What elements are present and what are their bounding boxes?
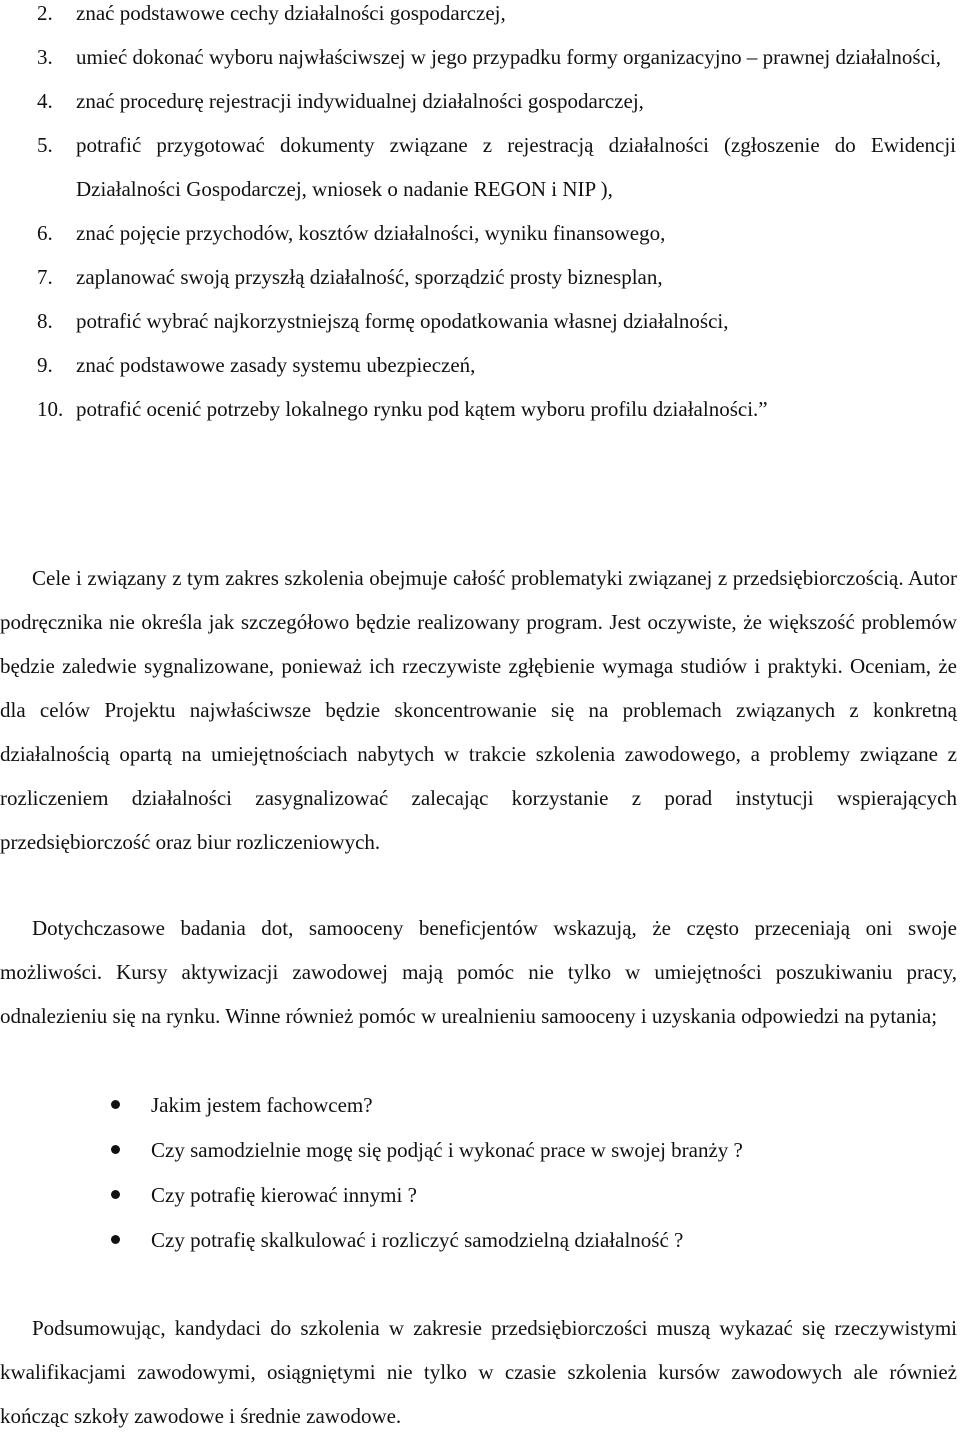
bullet-icon xyxy=(111,1100,120,1109)
list-text: umieć dokonać wyboru najwłaściwszej w jego przypadku formy organizacyjno – prawnej działalności, xyxy=(76,45,941,69)
list-number: 4. xyxy=(37,89,53,113)
list-item xyxy=(0,123,960,211)
list-text: znać podstawowe cechy działalności gospodarczej, xyxy=(76,1,506,25)
list-item xyxy=(0,1128,960,1173)
list-number: 9. xyxy=(37,353,53,377)
list-item xyxy=(0,0,960,35)
list-number: 3. xyxy=(37,45,53,69)
list-item xyxy=(0,255,960,299)
list-item xyxy=(0,79,960,123)
list-number: 5. xyxy=(37,133,53,157)
list-item xyxy=(0,1218,960,1263)
bullet-icon xyxy=(111,1145,120,1154)
bullet-icon xyxy=(111,1190,120,1199)
list-text: znać podstawowe zasady systemu ubezpieczeń, xyxy=(76,353,476,377)
list-number: 6. xyxy=(37,221,53,245)
objectives-list xyxy=(0,0,960,431)
list-text: potrafić ocenić potrzeby lokalnego rynku pod kątem wyboru profilu działalności.” xyxy=(76,397,768,421)
paragraph-self-assessment: Dotychczasowe badania dot, samooceny beneficjentów wskazują, że często przeceniają oni swoje możliwości. Kursy aktywizacji zawodowej mają pomóc nie tylko w umiejętności poszukiwaniu pracy, odnalezieniu się na rynku. Winne również pomóc w urealnieniu samooceny i uzyskania odpowiedzi na pytania; xyxy=(0,916,957,1028)
question-text: Jakim jestem fachowcem? xyxy=(151,1093,373,1117)
list-item xyxy=(0,343,960,387)
list-number: 2. xyxy=(37,1,53,25)
list-text: znać procedurę rejestracji indywidualnej działalności gospodarczej, xyxy=(76,89,644,113)
bullet-icon xyxy=(111,1235,120,1244)
list-item xyxy=(0,387,960,431)
list-text: potrafić przygotować dokumenty związane z rejestracją działalności (zgłoszenie do Ewidencji Działalności Gospodarczej, wniosek o nadanie REGON i NIP ), xyxy=(76,133,956,201)
list-item xyxy=(0,1173,960,1218)
list-item xyxy=(0,299,960,343)
list-number: 7. xyxy=(37,265,53,289)
paragraph-summary: Podsumowując, kandydaci do szkolenia w zakresie przedsiębiorczości muszą wykazać się rzeczywistymi kwalifikacjami zawodowymi, osiągniętymi nie tylko w czasie szkolenia kursów zawodowych ale również kończąc szkoły zawodowe i średnie zawodowe. xyxy=(0,1316,957,1428)
question-text: Czy samodzielnie mogę się podjąć i wykonać prace w swojej branży ? xyxy=(151,1138,743,1162)
list-text: znać pojęcie przychodów, kosztów działalności, wyniku finansowego, xyxy=(76,221,666,245)
list-number: 8. xyxy=(37,309,53,333)
list-number: 10. xyxy=(37,397,64,421)
list-text: zaplanować swoją przyszłą działalność, sporządzić prosty biznesplan, xyxy=(76,265,663,289)
list-item xyxy=(0,211,960,255)
list-item xyxy=(0,1083,960,1128)
question-text: Czy potrafię kierować innymi ? xyxy=(151,1183,417,1207)
paragraph-goals: Cele i związany z tym zakres szkolenia obejmuje całość problematyki związanej z przedsiębiorczością. Autor podręcznika nie określa jak szczegółowo będzie realizowany program. Jest oczywiste, że większość problemów będzie zaledwie sygnalizowane, ponieważ ich rzeczywiste zgłębienie wymaga studiów i praktyki. Oceniam, że dla celów Projektu najwłaściwsze będzie skoncentrowanie się na problemach związanych z konkretną działalnością opartą na umiejętnościach nabytych w trakcie szkolenia zawodowego, a problemy związane z rozliczeniem działalności zasygnalizować zalecając korzystanie z porad instytucji wspierających przedsiębiorczość oraz biur rozliczeniowych. xyxy=(0,566,957,854)
list-item xyxy=(0,35,960,79)
question-text: Czy potrafię skalkulować i rozliczyć samodzielną działalność ? xyxy=(151,1228,684,1252)
questions-list xyxy=(0,1083,960,1263)
list-text: potrafić wybrać najkorzystniejszą formę opodatkowania własnej działalności, xyxy=(76,309,729,333)
